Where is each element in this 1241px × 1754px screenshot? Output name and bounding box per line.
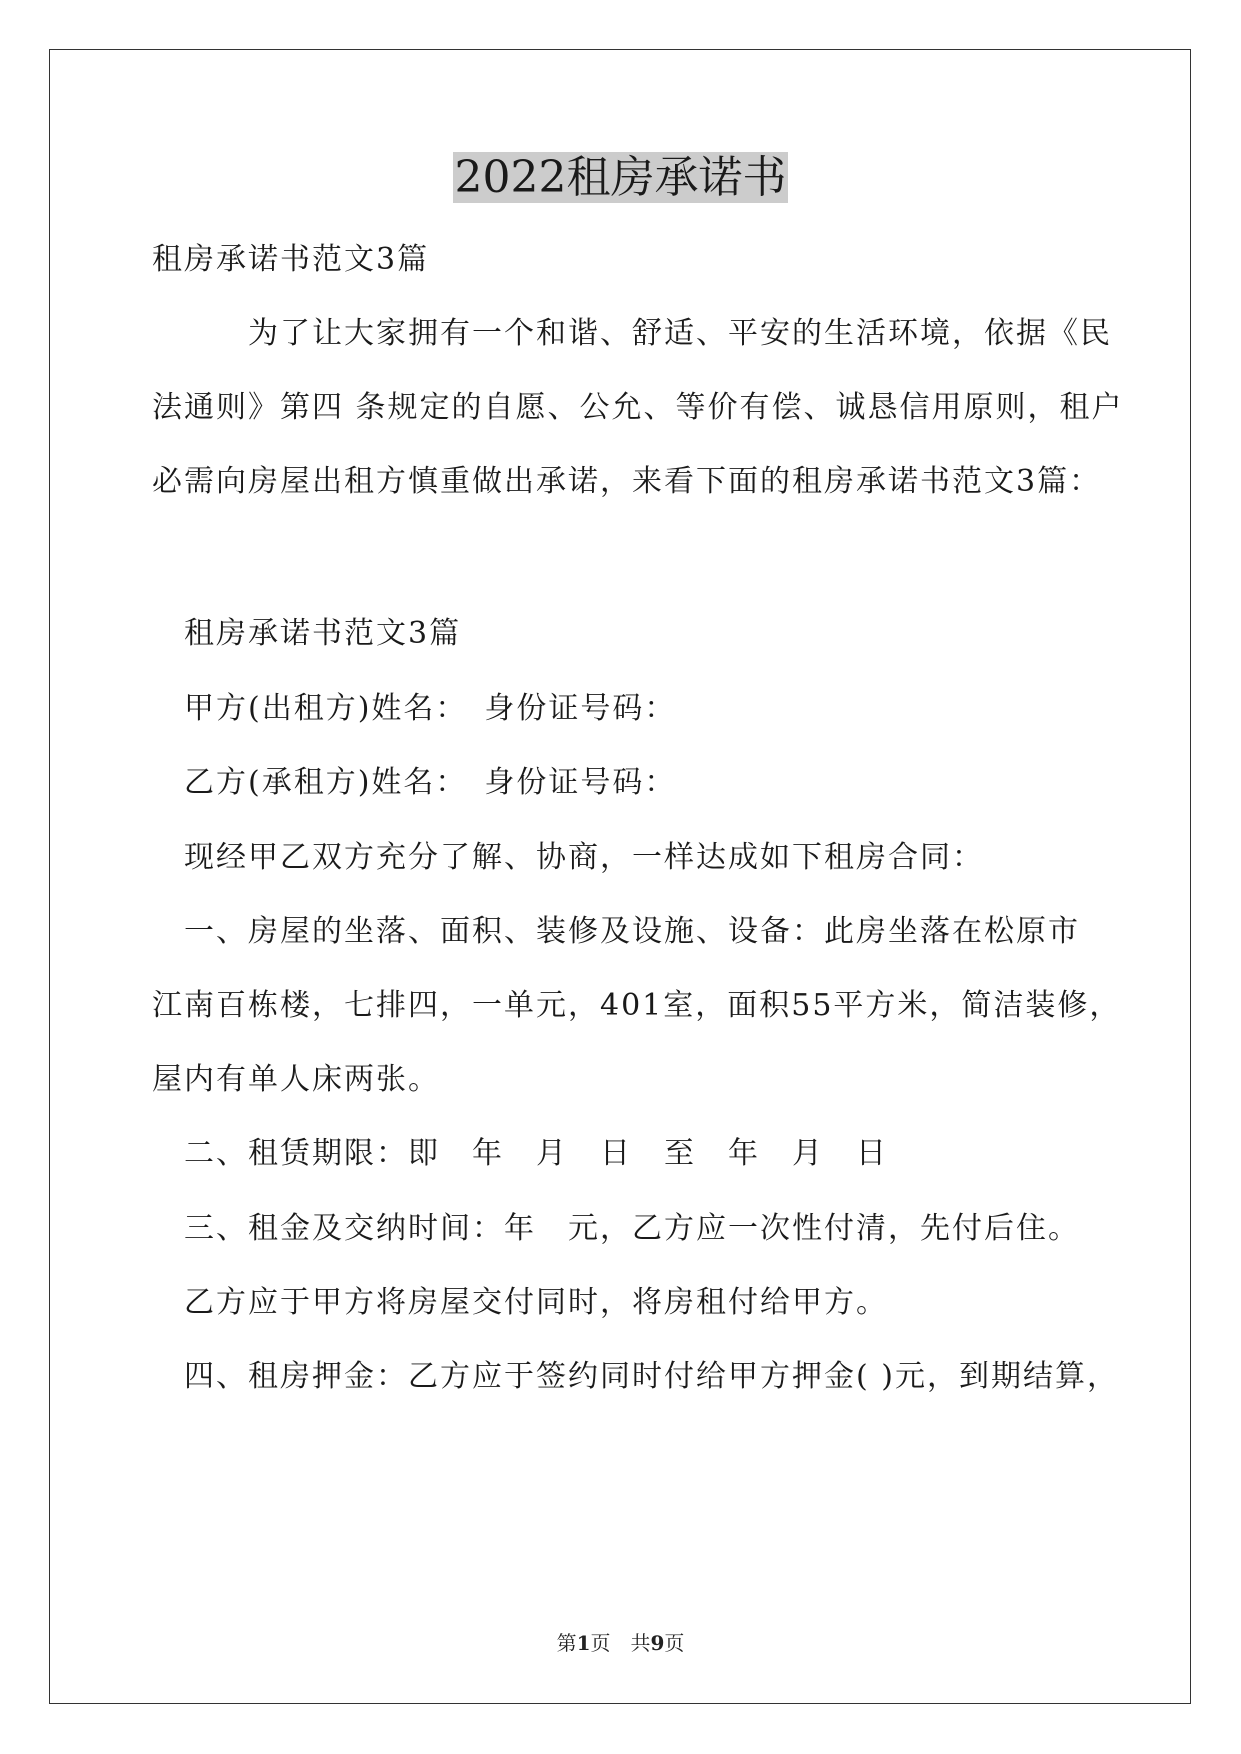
paragraph-line: 租房承诺书范文3篇 <box>152 242 430 277</box>
paragraph-line: 屋内有单人床两张。 <box>152 1062 440 1097</box>
paragraph-line: 必需向房屋出租方慎重做出承诺，来看下面的租房承诺书范文3篇： <box>152 464 1102 499</box>
paragraph-line: 三、租金及交纳时间：年 元，乙方应一次性付清，先付后住。 <box>152 1211 1080 1246</box>
footer-prefix: 第 <box>556 1631 577 1655</box>
paragraph-line: 二、租赁期限：即 年 月 日 至 年 月 日 <box>152 1136 888 1171</box>
paragraph-line: 乙方应于甲方将房屋交付同时，将房租付给甲方。 <box>152 1285 888 1320</box>
paragraph-line: 现经甲乙双方充分了解、协商，一样达成如下租房合同： <box>152 840 984 875</box>
page-footer <box>0 1630 1241 1656</box>
footer-suffix: 页 <box>664 1631 685 1655</box>
paragraph-line: 租房承诺书范文3篇 <box>152 616 462 651</box>
current-page-number: 1 <box>576 1631 591 1655</box>
paragraph-line: 乙方(承租方)姓名： 身份证号码： <box>152 765 677 800</box>
document-title-text: 2022租房承诺书 <box>454 152 787 203</box>
paragraph-line: 为了让大家拥有一个和谐、舒适、平安的生活环境，依据《民 <box>152 316 1112 351</box>
paragraph-line: 甲方(出租方)姓名： 身份证号码： <box>152 691 677 726</box>
total-page-count: 9 <box>650 1631 665 1655</box>
paragraph-line: 一、房屋的坐落、面积、装修及设施、设备：此房坐落在松原市 <box>152 914 1080 949</box>
paragraph-line: 四、租房押金：乙方应于签约同时付给甲方押金( )元，到期结算， <box>152 1359 1119 1394</box>
document-title <box>0 148 1241 208</box>
paragraph-line: 江南百栋楼，七排四，一单元，401室，面积55平方米，简洁装修， <box>152 988 1122 1023</box>
paragraph-line: 法通则》第四 条规定的自愿、公允、等价有偿、诚恳信用原则，租户 <box>152 390 1124 425</box>
footer-middle: 页 共 <box>590 1631 651 1655</box>
